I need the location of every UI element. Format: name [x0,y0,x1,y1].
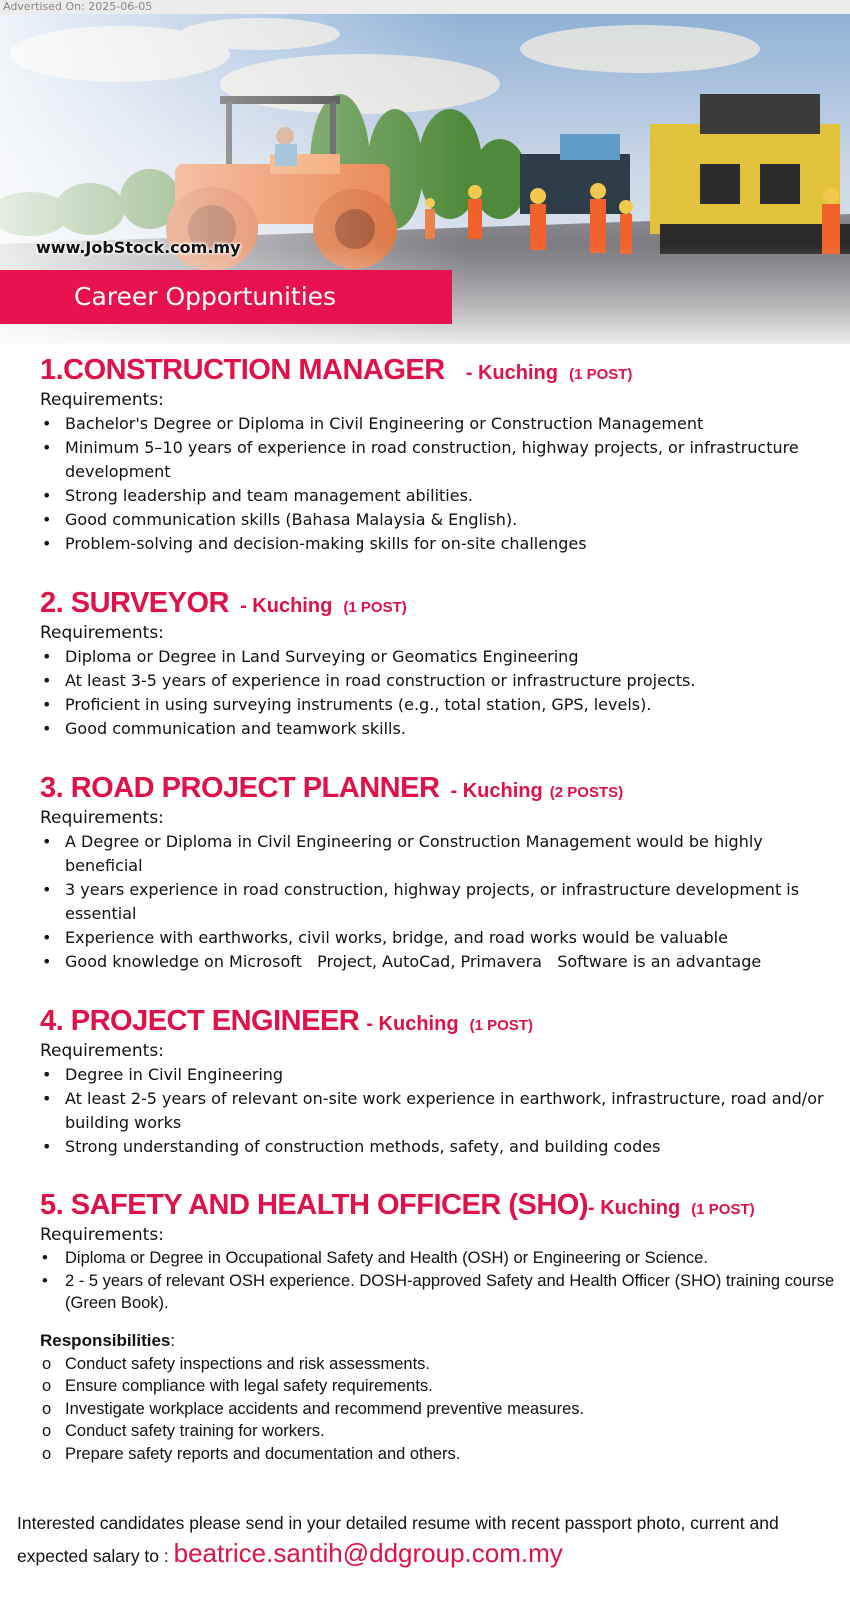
list-item: • Proficient in using surveying instruments (e.g., total station, GPS, levels). [42,695,652,714]
job-title-line [40,352,840,388]
requirements-list [40,645,840,741]
job-title-line [40,585,840,621]
list-item: o Investigate workplace accidents and recommend preventive measures. [42,1399,585,1418]
list-item: • A Degree or Diploma in Civil Engineering or Construction Management would be highly beneficial [42,832,763,875]
requirements-label: Requirements: [40,1041,164,1061]
job-posts: (2 POSTS) [549,784,624,801]
application-instructions [17,1508,837,1571]
career-heading: Career Opportunities [74,282,337,311]
list-item: • At least 3-5 years of experience in road construction or infrastructure projects. [42,671,696,690]
job-posts: (1 POST) [343,599,407,616]
list-item: • Good communication and teamwork skills. [42,719,406,738]
job-project-engineer [40,1003,840,1159]
job-construction-manager [40,352,840,556]
footer-text: Interested candidates please send in your detailed resume with recent passport photo, current and expected salary to : [17,1513,779,1566]
advertised-date: Advertised On: 2025-06-05 [3,0,153,13]
requirements-list [40,412,840,556]
job-location: - Kuching [450,780,543,802]
list-item: • Problem-solving and decision-making skills for on-site challenges [42,534,587,553]
job-location: - Kuching [587,1197,681,1219]
list-item: • 2 - 5 years of relevant OSH experience. DOSH-approved Safety and Health Officer (SHO) training course (Green Book). [42,1271,835,1312]
job-location: - Kuching [465,362,558,384]
hero-banner [0,14,850,344]
list-item: o Prepare safety reports and documentation and others. [42,1444,461,1463]
job-posts: (1 POST) [569,366,633,383]
job-title: 1.CONSTRUCTION MANAGER [40,354,445,386]
job-title-line [40,1187,840,1223]
list-item: • Minimum 5–10 years of experience in road construction, highway projects, or infrastructure development [42,438,799,481]
list-item: • Degree in Civil Engineering [42,1065,284,1084]
job-posts: (1 POST) [691,1201,755,1218]
job-title: 3. ROAD PROJECT PLANNER [40,772,440,804]
job-road-project-planner [40,770,840,974]
requirements-list [40,1247,840,1315]
responsibilities-label: Responsibilities: [40,1330,176,1350]
list-item: • At least 2-5 years of relevant on-site work experience in earthwork, infrastructure, road and/or building works [42,1089,824,1132]
list-item: • Experience with earthworks, civil works, bridge, and road works would be valuable [42,928,728,947]
job-title: 5. SAFETY AND HEALTH OFFICER (SHO) [40,1189,588,1221]
list-item: • Bachelor's Degree or Diploma in Civil Engineering or Construction Management [42,414,704,433]
advertised-date-bar [0,0,850,14]
list-item: o Ensure compliance with legal safety requirements. [42,1377,433,1395]
job-surveyor [40,585,840,741]
website-url: www.JobStock.com.my [36,238,241,257]
list-item: • Good knowledge on Microsoft Project, AutoCad, Primavera Software is an advantage [42,952,762,971]
requirements-label: Requirements: [40,623,164,643]
job-posts: (1 POST) [469,1017,533,1034]
job-title-line [40,770,840,806]
job-safety-health-officer [40,1187,840,1465]
list-item: o Conduct safety inspections and risk assessments. [42,1354,431,1373]
list-item: • Diploma or Degree in Land Surveying or Geomatics Engineering [42,647,579,666]
list-item: • Strong understanding of construction methods, safety, and building codes [42,1137,661,1156]
list-item: • 3 years experience in road construction, highway projects, or infrastructure development is essential [42,880,800,923]
responsibilities-list [40,1353,840,1466]
job-location: - Kuching [366,1013,459,1035]
list-item: • Strong leadership and team management abilities. [42,486,473,505]
requirements-list [40,1063,840,1159]
job-title: 4. PROJECT ENGINEER [40,1005,360,1037]
contact-email-link[interactable]: beatrice.santih@ddgroup.com.my [173,1538,563,1568]
requirements-label: Requirements: [40,808,164,828]
job-location: - Kuching [240,595,333,617]
requirements-label: Requirements: [40,390,164,410]
job-title-line [40,1003,840,1039]
requirements-label: Requirements: [40,1225,164,1245]
career-heading-bar [0,270,452,324]
list-item: • Diploma or Degree in Occupational Safety and Health (OSH) or Engineering or Science. [42,1249,708,1267]
requirements-list [40,830,840,974]
list-item: o Conduct safety training for workers. [42,1422,325,1440]
job-title: 2. SURVEYOR [40,587,229,619]
list-item: • Good communication skills (Bahasa Malaysia & English). [42,510,518,529]
